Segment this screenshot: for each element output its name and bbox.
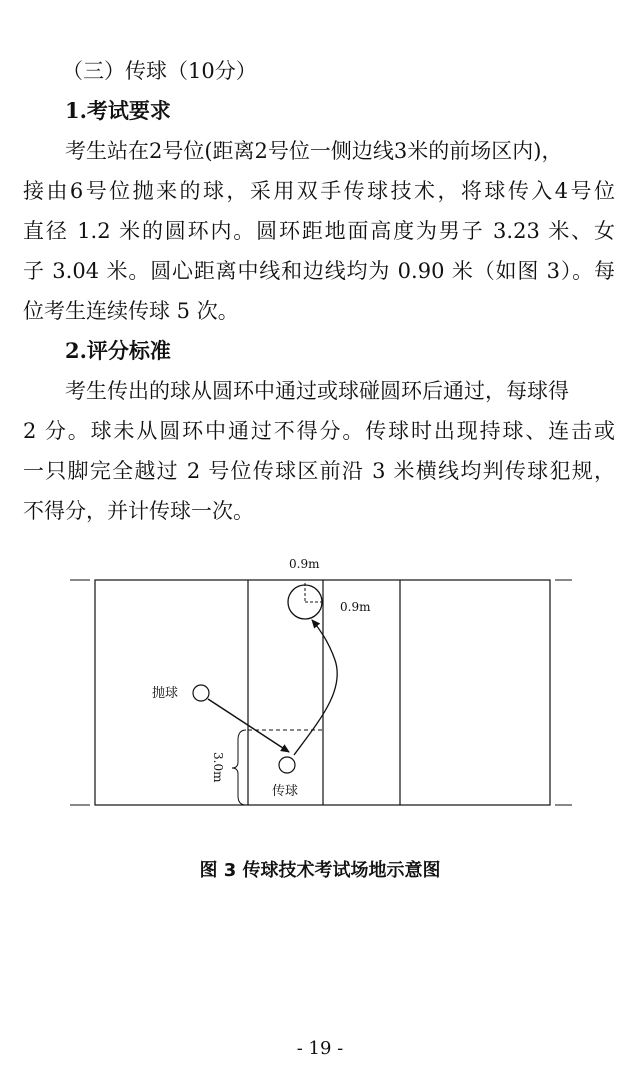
section-title: （三）传球（10分） <box>62 59 257 83</box>
pass-ball <box>279 757 295 773</box>
figure-caption: 图 3 传球技术考试场地示意图 <box>199 860 441 881</box>
requirements-heading: 1.考试要求 <box>65 98 171 123</box>
label-toss: 抛球 <box>152 686 179 701</box>
toss-ball <box>193 685 209 701</box>
label-pass: 传球 <box>272 784 299 799</box>
requirements-line: 子 3.04 米。圆心距离中线和边线均为 0.90 米（如图 3）。每 <box>23 259 615 283</box>
distance-brace <box>232 730 246 805</box>
pass-trajectory <box>294 620 337 755</box>
scoring-line: 2 分。球未从圆环中通过不得分。传球时出现持球、连击或 <box>23 419 615 443</box>
scoring-line: 不得分，并计传球一次。 <box>23 499 254 523</box>
scoring-line: 一只脚完全越过 2 号位传球区前沿 3 米横线均判传球犯规， <box>23 459 615 483</box>
requirements-line: 接由6号位抛来的球，采用双手传球技术，将球传入4号位 <box>23 179 615 203</box>
scoring-heading: 2.评分标准 <box>65 338 171 363</box>
requirements-line: 位考生连续传球 5 次。 <box>23 299 239 323</box>
scoring-line: 考生传出的球从圆环中通过或球碰圆环后通过，每球得 <box>65 379 569 403</box>
label-side: 0.9m <box>340 600 371 614</box>
page-number: - 19 - <box>296 1038 344 1059</box>
label-top: 0.9m <box>289 557 320 571</box>
requirements-line: 考生站在2号位(距离2号位一侧边线3米的前场区内)， <box>65 139 563 163</box>
requirements-line: 直径 1.2 米的圆环内。圆环距地面高度为男子 3.23 米、女 <box>23 219 615 243</box>
label-distance: 3.0m <box>211 752 225 783</box>
court-diagram <box>0 540 640 840</box>
